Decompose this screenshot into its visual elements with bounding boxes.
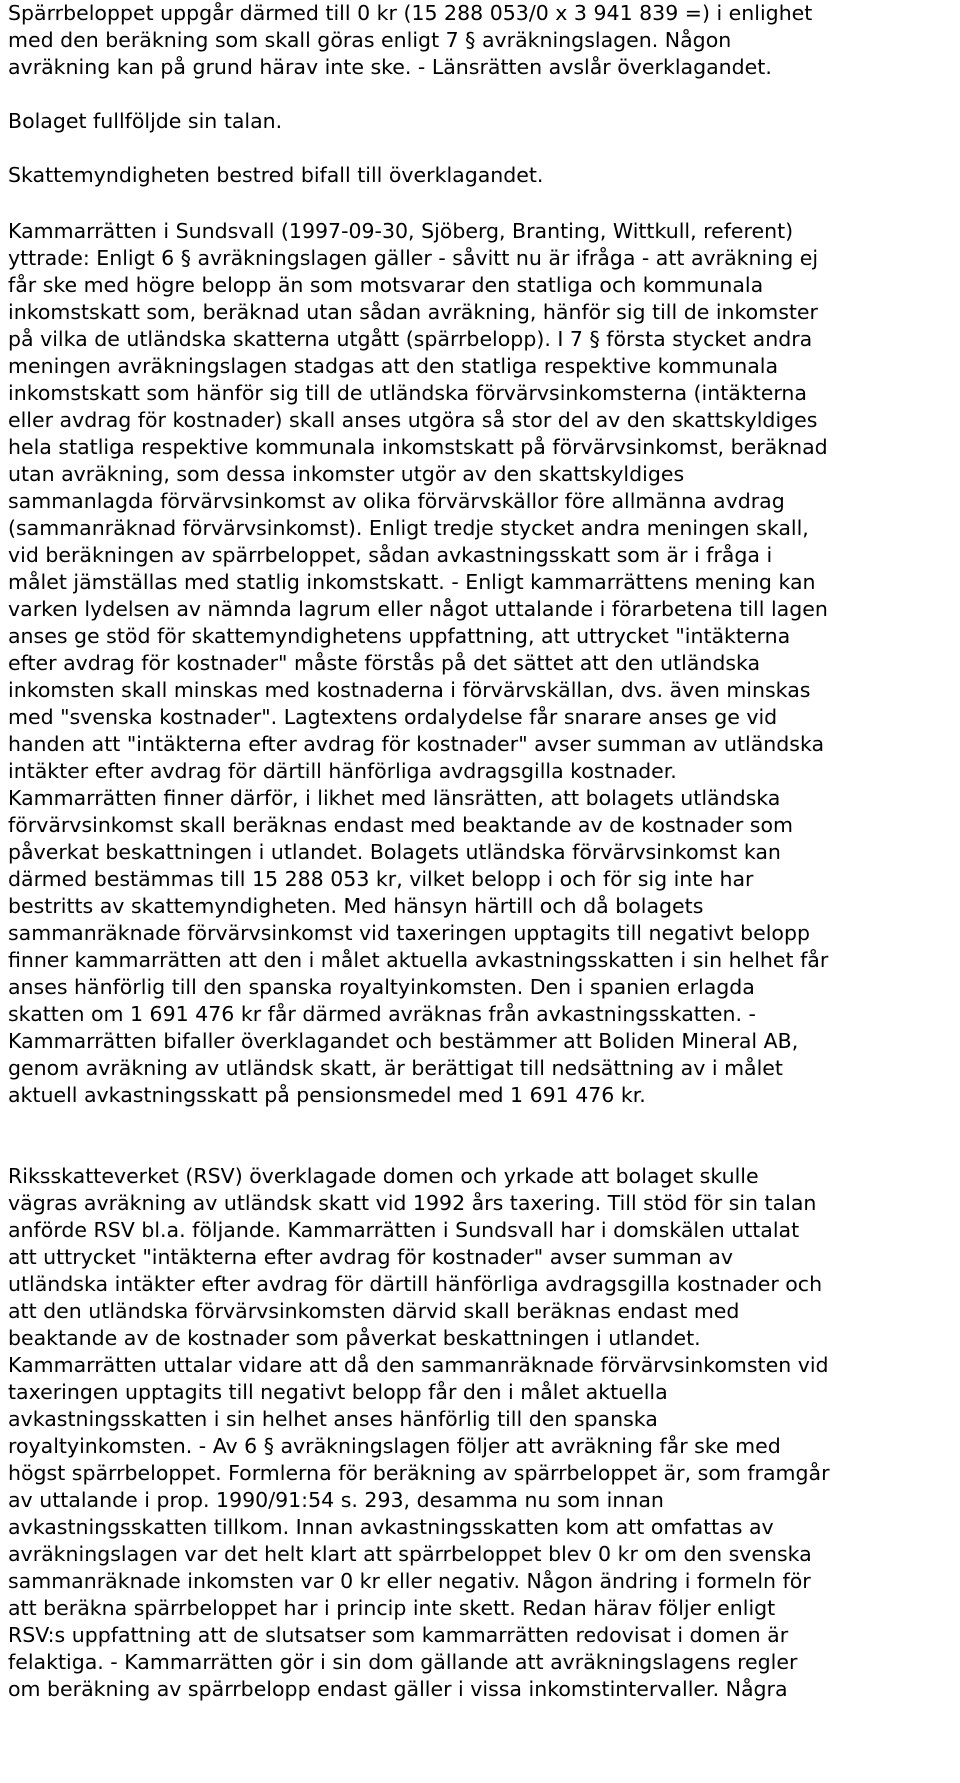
paragraph-appeal: Bolaget fullföljde sin talan.: [8, 109, 283, 133]
paragraph-result: Spärrbeloppet uppgår därmed till 0 kr (15 288 053/0 x 3 941 839 =) i enlighet med den beräkning som skall göras enligt 7 § avräkningslagen. Någon avräkning kan på grund härav inte ske. - Länsrätten avslår överklagandet.: [8, 1, 813, 79]
paragraph-rsv-appeal: Riksskatteverket (RSV) överklagade domen och yrkade att bolaget skulle vägras avräkning av utländsk skatt vid 1992 års taxering. Till stöd för sin talan anförde RSV bl.a. följande. Kammarrätten i Sundsvall har i domskälen uttalat att uttrycket "intäkterna efter avdrag för kostnader" avser summan av utländska intäkter efter avdrag för därtill hänförliga avdragsgilla kostnader och att den utländska förvärvsinkomsten därvid skall beräknas endast med beaktande av de kostnader som påverkat beskattningen i utlandet. Kammarrätten uttalar vidare att då den sammanräknade förvärvsinkomsten vid taxeringen upptagits till negativt belopp får den i målet aktuella avkastningsskatten i sin helhet anses hänförlig till den spanska royaltyinkomsten. - Av 6 § avräkningslagen följer att avräkning får ske med högst spärrbeloppet. Formlerna för beräkning av spärrbeloppet är, som framgår av uttalande i prop. 1990/91:54 s. 293, desamma nu som innan avkastningsskatten tillkom. Innan avkastningsskatten kom att omfattas av avräkningslagen var det helt klart att spärrbeloppet blev 0 kr om den svenska sammanräknade inkomsten var 0 kr eller negativ. Någon ändring i formeln för att beräkna spärrbeloppet har i princip inte skett. Redan härav följer enligt RSV:s uppfattning att de slutsatser som kammarrätten redovisat i domen är felaktiga. - Kammarrätten gör i sin dom gällande att avräkningslagens regler om beräkning av spärrbelopp endast gäller i vissa inkomstintervaller. Några: [8, 1164, 830, 1701]
paragraph-court-ruling: Kammarrätten i Sundsvall (1997-09-30, Sjöberg, Branting, Wittkull, referent) yttrade: Enligt 6 § avräkningslagen gäller - såvitt nu är ifråga - att avräkning ej får ske med högre belopp än som motsvarar den statliga och kommunala inkomstskatt som, beräknad utan sådan avräkning, hänför sig till de inkomster på vilka de utländska skatterna utgått (spärrbelopp). I 7 § första stycket andra meningen avräkningslagen stadgas att den statliga respektive kommunala inkomstskatt som hänför sig till de utländska förvärvsinkomsterna (intäkterna eller avdrag för kostnader) skall anses utgöra så stor del av den skattskyldiges hela statliga respektive kommunala inkomstskatt på förvärvsinkomst, beräknad utan avräkning, som dessa inkomster utgör av den skattskyldiges sammanlagda förvärvsinkomst av olika förvärvskällor före allmänna avdrag (sammanräknad förvärvsinkomst). Enligt tredje stycket andra meningen skall, vid beräkningen av spärrbeloppet, sådan avkastningsskatt som är i fråga i målet jämställas med statlig inkomstskatt. - Enligt kammarrättens mening kan varken lydelsen av nämnda lagrum eller något uttalande i förarbetena till lagen anses ge stöd för skattemyndighetens uppfattning, att uttrycket "intäkterna efter avdrag för kostnader" måste förstås på det sättet att den utländska inkomsten skall minskas med kostnaderna i förvärvskällan, dvs. även minskas med "svenska kostnader". Lagtextens ordalydelse får snarare anses ge vid handen att "intäkterna efter avdrag för kostnader" avser summan av utländska intäkter efter avdrag för därtill hänförliga avdragsgilla kostnader. Kammarrätten finner därför, i likhet med länsrätten, att bolagets utländska förvärvsinkomst skall beräknas endast med beaktande av de kostnader som påverkat beskattningen i utlandet. Bolagets utländska förvärvsinkomst kan därmed bestämmas till 15 288 053 kr, vilket belopp i och för sig inte har bestritts av skattemyndigheten. Med hänsyn härtill och då bolagets sammanräknade förvärvsinkomst vid taxeringen upptagits till negativt belopp finner kammarrätten att den i målet aktuella avkastningsskatten i sin helhet får anses hänförlig till den spanska royaltyinkomsten. Den i spanien erlagda skatten om 1 691 476 kr får därmed avräknas från avkastningsskatten. - Kammarrätten bifaller överklagandet och bestämmer att Boliden Mineral AB, genom avräkning av utländsk skatt, är berättigat till nedsättning av i målet aktuell avkastningsskatt på pensionsmedel med 1 691 476 kr.: [8, 219, 829, 1107]
paragraph-contest: Skattemyndigheten bestred bifall till överklagandet.: [8, 163, 544, 187]
